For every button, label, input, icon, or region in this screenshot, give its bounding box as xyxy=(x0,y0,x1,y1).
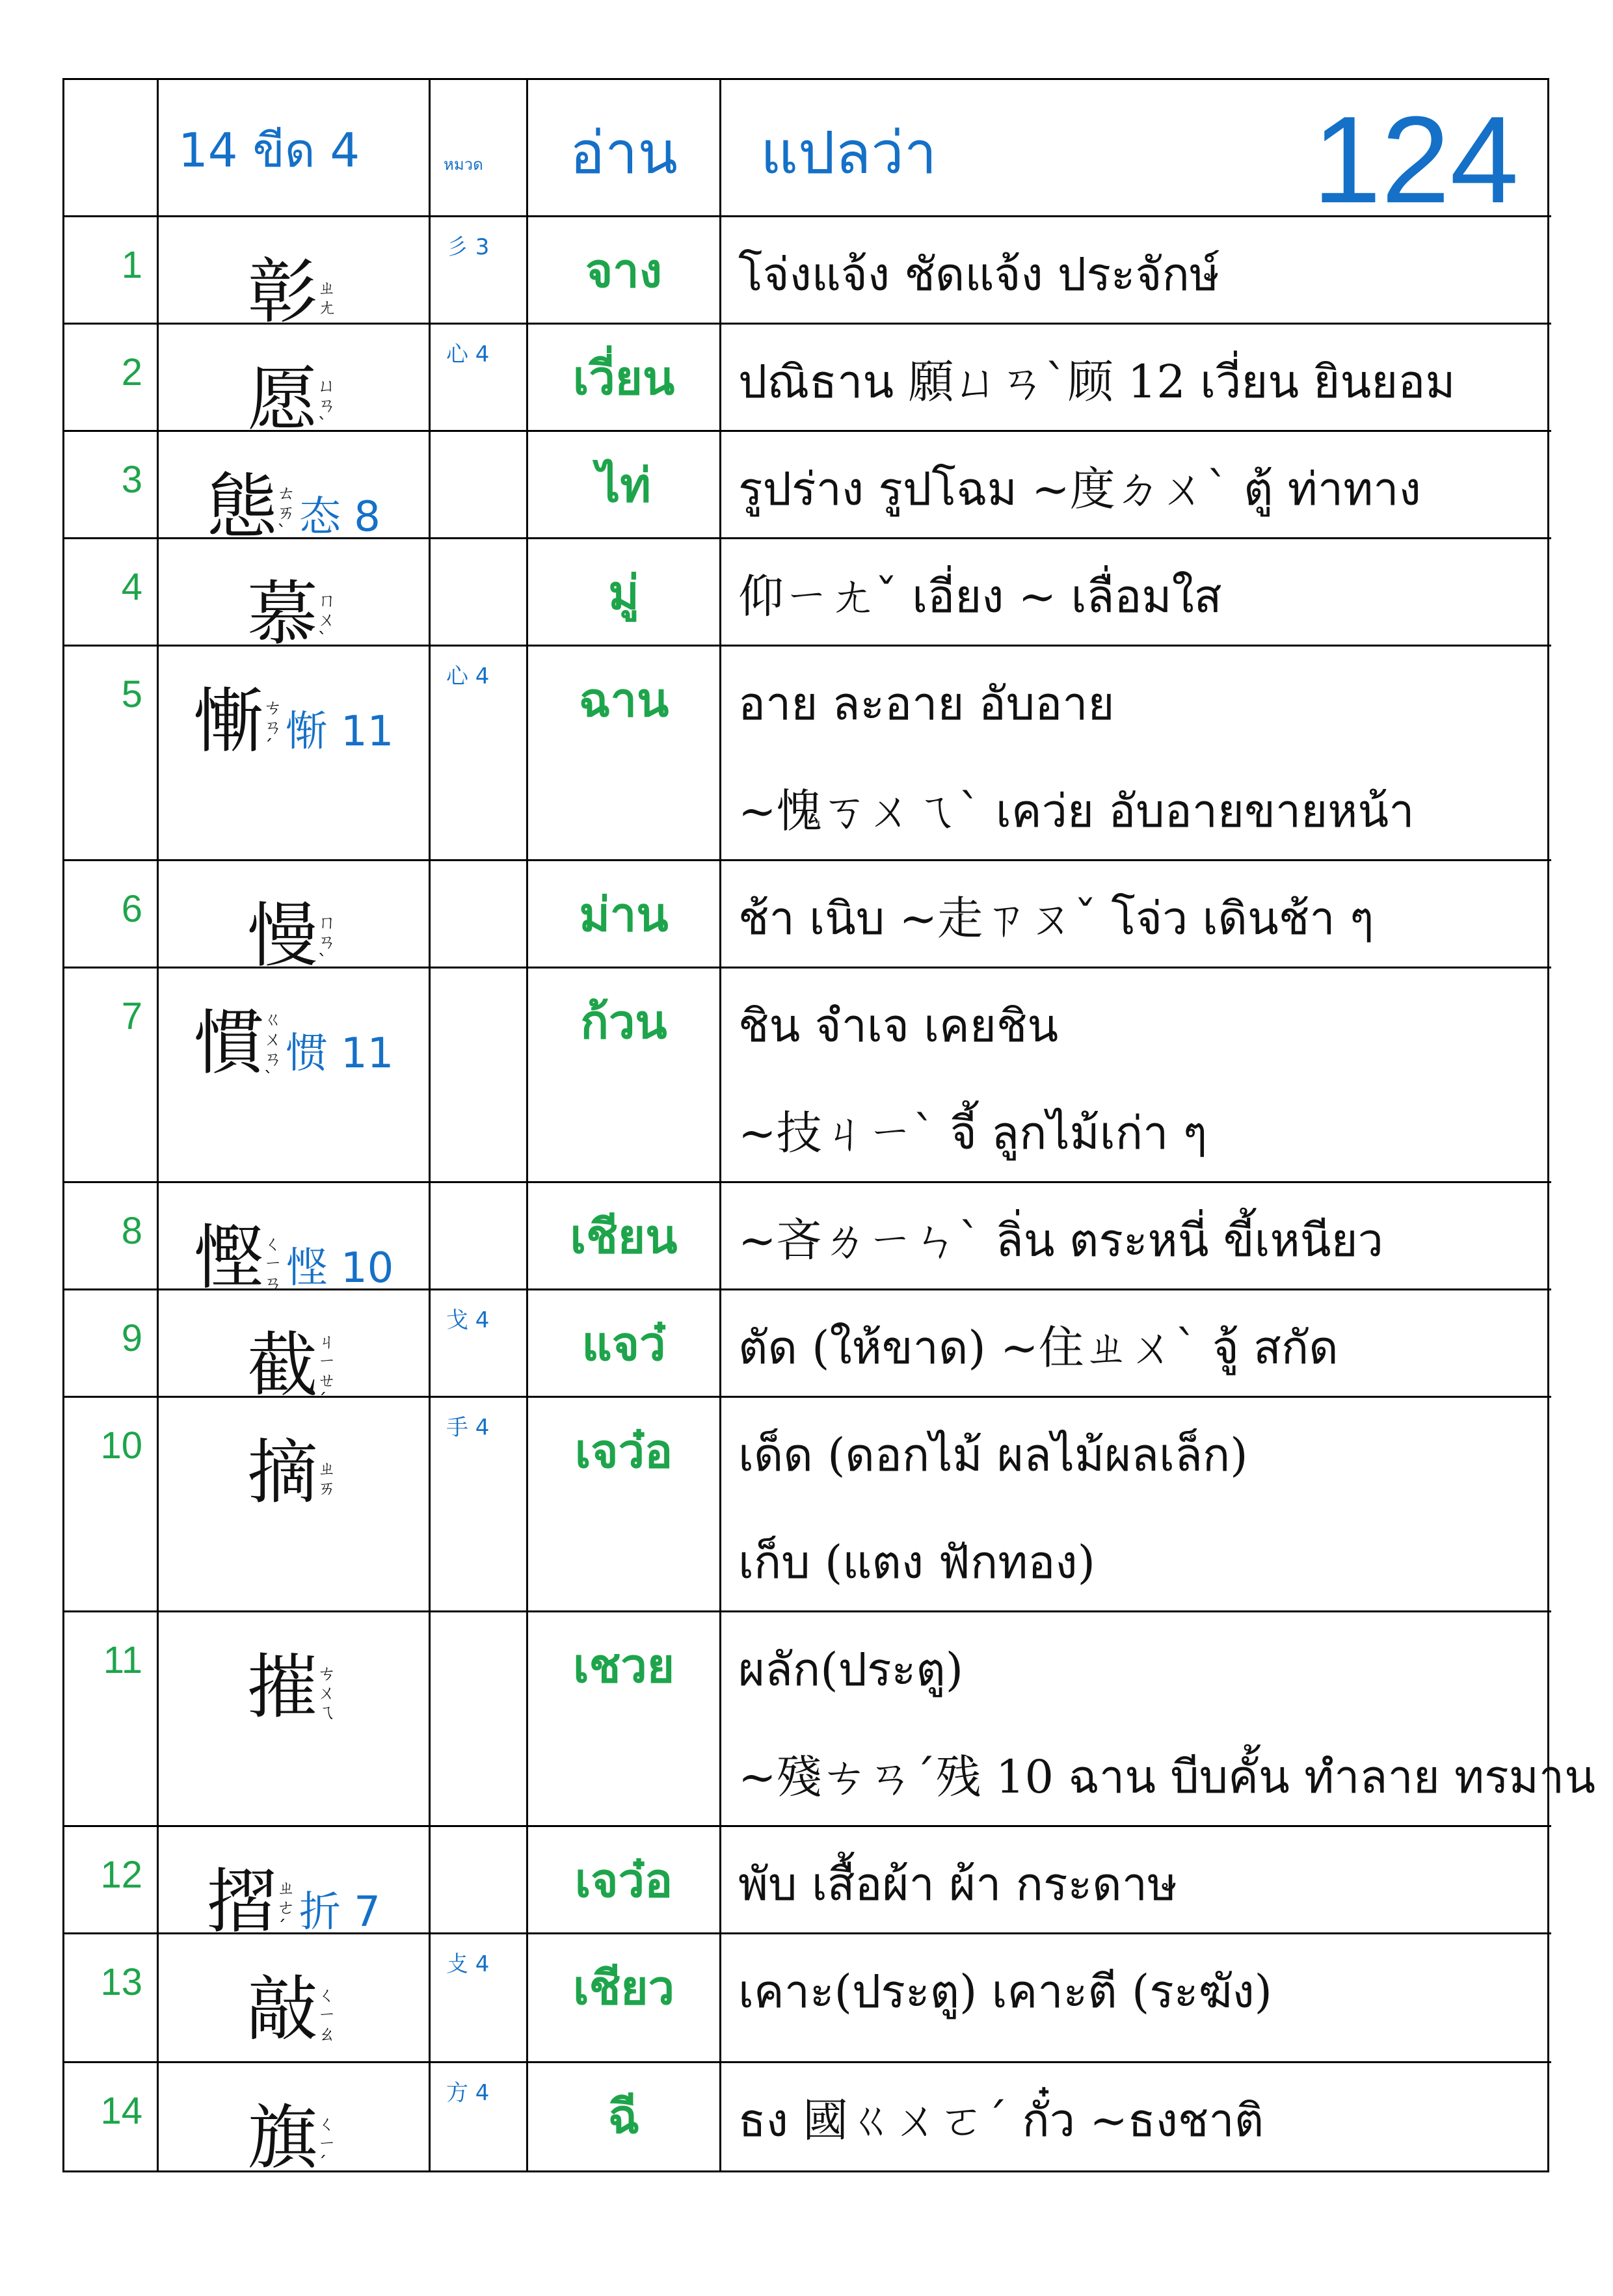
radical: 彡 3 xyxy=(446,234,490,260)
reading-cell xyxy=(528,968,721,1183)
hanzi: 摘 xyxy=(247,1432,318,1514)
meaning-line-1: ปณิธาน 願ㄩㄢˋ顾 12 เวี่ยน ยินยอม xyxy=(738,355,1456,408)
zhuyin: ㄩㄢˋ xyxy=(317,374,336,435)
row-number xyxy=(64,1290,159,1398)
hanzi-cell xyxy=(159,325,431,440)
meaning-line-1: ~吝ㄌㄧㄣˋ ลิ่น ตระหนี่ ขี้เหนียว xyxy=(738,1214,1383,1267)
row-number-text: 14 xyxy=(100,2090,142,2132)
zhuyin: ㄐㄧㄝˊ xyxy=(317,1330,336,1411)
reading: เชวย xyxy=(572,1638,675,1693)
meaning-cell xyxy=(721,217,1551,325)
row-number-text: 7 xyxy=(121,995,142,1037)
meaning-line-1: 仰ㄧㄤˇ เอี่ยง ~ เลื่อมใส xyxy=(738,570,1222,623)
meaning-cell xyxy=(721,861,1551,968)
row-number xyxy=(64,968,159,1183)
reading-cell xyxy=(528,2063,721,2170)
meaning-line-2: เก็บ (แตง ฟักทอง) xyxy=(738,1536,1095,1589)
hanzi-cell xyxy=(159,539,431,655)
radical: 攴 4 xyxy=(446,1951,490,1977)
hanzi: 摧 xyxy=(247,1647,318,1728)
hanzi: 慳 xyxy=(193,1218,264,1299)
zhuyin: ㄓㄤ xyxy=(317,276,336,318)
zhuyin: ㄑㄧㄢ xyxy=(263,1233,282,1294)
radical: 手 4 xyxy=(446,1415,490,1441)
reading: เวี่ยน xyxy=(572,351,675,405)
meaning-line-1: เคาะ(ประตู) เคาะตี (ระฆัง) xyxy=(738,1965,1272,2018)
meaning-line-1: ตัด (ให้ขาด) ~住ㄓㄨˋ จู้ สกัด xyxy=(738,1321,1339,1374)
simplified-form: 惭 11 xyxy=(286,708,394,756)
row-number xyxy=(64,861,159,968)
hanzi: 慣 xyxy=(193,1003,264,1084)
meaning-cell xyxy=(721,539,1551,647)
zhuyin: ㄘㄨㄟ xyxy=(317,1662,336,1723)
radical-cell xyxy=(431,432,528,539)
reading: ม่าน xyxy=(579,887,669,942)
radical-cell xyxy=(431,1290,528,1398)
zhuyin: ㄊㄞˋ xyxy=(276,481,295,542)
simplified-form: 折 7 xyxy=(299,1888,381,1936)
hanzi: 慚 xyxy=(193,681,264,762)
hanzi-cell xyxy=(159,217,431,333)
meaning-cell xyxy=(721,1612,1596,1827)
radical-cell xyxy=(431,325,528,432)
header-num-cell xyxy=(64,80,159,217)
radical-cell xyxy=(431,861,528,968)
row-number-text: 1 xyxy=(121,244,142,286)
meaning-line-2: ~愧ㄎㄨㄟˋ เคว่ย อับอายขายหน้า xyxy=(738,784,1415,838)
meaning-line-2 xyxy=(738,2189,1551,2296)
reading-cell xyxy=(528,325,721,432)
meaning-line-1: ชิน จำเจ เคยชิน xyxy=(738,999,1059,1052)
zhuyin: ㄇㄨˋ xyxy=(317,589,336,650)
meaning-line-1: รูปร่าง รูปโฉม ~度ㄉㄨˋ ตู้ ท่าทาง xyxy=(738,462,1421,516)
reading: เชียว xyxy=(572,1960,675,2015)
reading-cell xyxy=(528,539,721,647)
meaning-line-1: ช้า เนิบ ~走ㄗㄡˇ โจ่ว เดินช้า ๆ xyxy=(738,892,1374,945)
meaning-line-1: ผลัก(ประตู) xyxy=(738,1643,964,1696)
lesson-label: 14 ขีด 4 xyxy=(178,123,360,178)
simplified-form: 悭 10 xyxy=(286,1244,394,1292)
row-number xyxy=(64,539,159,647)
row-number xyxy=(64,1934,159,2063)
row-number-text: 11 xyxy=(103,1639,142,1681)
radical-cell xyxy=(431,2063,528,2170)
hanzi-cell xyxy=(159,1612,431,1827)
radical-cell xyxy=(431,647,528,861)
header-radical-cell xyxy=(431,80,528,217)
radical-cell xyxy=(431,217,528,325)
hanzi: 截 xyxy=(247,1325,318,1406)
radical-cell xyxy=(431,1934,528,2063)
row-number xyxy=(64,1398,159,1612)
reading: มู่ xyxy=(608,565,639,620)
meaning-cell xyxy=(721,1398,1551,1612)
hanzi-cell xyxy=(159,1398,431,1612)
reading: จาง xyxy=(585,243,662,298)
zhuyin: ㄓㄜˊ xyxy=(276,1876,295,1938)
radical-cell xyxy=(431,539,528,647)
meaning-cell xyxy=(721,2063,1551,2170)
hanzi: 旗 xyxy=(247,2098,318,2179)
vocab-table xyxy=(62,78,1596,2179)
radical: 心 4 xyxy=(446,663,490,689)
meaning-cell xyxy=(721,432,1551,539)
meaning-cell xyxy=(721,1827,1551,1934)
meaning-cell xyxy=(721,1290,1551,1398)
reading-column-label: อ่าน xyxy=(569,119,678,187)
reading: ฉาน xyxy=(578,673,669,727)
meaning-line-2: ~技ㄐㄧˋ จี้ ลูกไม้เก่า ๆ xyxy=(738,1106,1208,1160)
radical: 方 4 xyxy=(446,2080,490,2106)
meaning-line-1: ธง 國ㄍㄨㄛˊ กั๋ว ~ธงชาติ xyxy=(738,2094,1264,2147)
row-number xyxy=(64,325,159,432)
reading-cell xyxy=(528,647,721,861)
reading-cell xyxy=(528,1398,721,1612)
row-number xyxy=(64,647,159,861)
reading-cell xyxy=(528,432,721,539)
row-number-text: 10 xyxy=(100,1424,142,1467)
hanzi: 慢 xyxy=(247,896,318,977)
row-number-text: 4 xyxy=(121,566,142,608)
zhuyin: ㄇㄢˋ xyxy=(317,911,336,972)
hanzi: 愿 xyxy=(247,359,318,440)
radical-cell xyxy=(431,968,528,1183)
row-number-text: 3 xyxy=(121,459,142,501)
zhuyin: ㄍㄨㄢˋ xyxy=(263,1008,282,1089)
reading-cell xyxy=(528,217,721,325)
hanzi-cell xyxy=(159,2063,431,2179)
row-number-text: 9 xyxy=(121,1317,142,1359)
meaning-line-1: พับ เสื้อผ้า ผ้า กระดาษ xyxy=(738,1858,1178,1911)
row-number-text: 5 xyxy=(121,673,142,715)
row-number-text: 12 xyxy=(100,1854,142,1896)
reading: เชียน xyxy=(570,1209,678,1264)
simplified-form: 态 8 xyxy=(299,493,381,541)
hanzi: 慕 xyxy=(247,574,318,655)
row-number-text: 2 xyxy=(121,351,142,394)
reading-cell xyxy=(528,1934,721,2063)
radical-cell xyxy=(431,1612,528,1827)
hanzi-cell xyxy=(159,1183,431,1299)
meaning-line-1: โจ่งแจ้ง ชัดแจ้ง ประจักษ์ xyxy=(738,248,1220,301)
hanzi-cell xyxy=(159,647,431,861)
hanzi-cell xyxy=(159,1934,431,2063)
hanzi: 敲 xyxy=(247,1969,318,2050)
reading: ไท่ xyxy=(596,458,651,513)
meaning-line-2: ~殘ㄘㄢˊ残 10 ฉาน บีบคั้น ทำลาย ทรมาน xyxy=(738,1750,1596,1804)
zhuyin: ㄘㄢˊ xyxy=(263,696,282,757)
meaning-cell xyxy=(721,1934,1551,2063)
reading-cell xyxy=(528,861,721,968)
reading-cell xyxy=(528,1827,721,1934)
meaning-cell xyxy=(721,968,1551,1183)
hanzi: 摺 xyxy=(206,1862,277,1943)
radical-cell xyxy=(431,1827,528,1934)
meaning-cell xyxy=(721,1183,1551,1290)
radical-cell xyxy=(431,1183,528,1290)
header-reading-cell xyxy=(528,80,721,217)
hanzi-cell xyxy=(159,861,431,977)
meaning-line-1: เด็ด (ดอกไม้ ผลไม้ผลเล็ก) xyxy=(738,1428,1248,1482)
meaning-cell xyxy=(721,325,1551,432)
row-number-text: 6 xyxy=(121,888,142,930)
radical-cell xyxy=(431,1398,528,1612)
meaning-column-label: แปลว่า xyxy=(760,119,937,187)
zhuyin: ㄑㄧㄠ xyxy=(317,1984,336,2045)
hanzi-cell xyxy=(159,1290,431,1411)
zhuyin: ㄓㄞ xyxy=(317,1457,336,1499)
hanzi-cell xyxy=(159,432,431,548)
hanzi-cell xyxy=(159,968,431,1183)
zhuyin: ㄑㄧˊ xyxy=(317,2113,336,2174)
row-number-text: 8 xyxy=(121,1210,142,1252)
row-number xyxy=(64,1612,159,1827)
radical: 心 4 xyxy=(446,341,490,367)
radical: 戈 4 xyxy=(446,1307,490,1333)
row-number xyxy=(64,217,159,325)
row-number xyxy=(64,1827,159,1934)
reading: เจว๋อ xyxy=(574,1853,673,1908)
page-number: 124 xyxy=(1312,91,1519,229)
reading: ก้วน xyxy=(580,994,667,1049)
header-lesson-cell xyxy=(159,80,431,217)
meaning-line-1: อาย ละอาย อับอาย xyxy=(738,677,1115,730)
row-number xyxy=(64,2063,159,2170)
meaning-cell xyxy=(721,647,1551,861)
row-number-text: 13 xyxy=(100,1961,142,2003)
reading: แจว๋ xyxy=(581,1316,666,1371)
hanzi: 彰 xyxy=(247,252,318,333)
reading-cell xyxy=(528,1612,721,1827)
hanzi-cell xyxy=(159,1827,431,1943)
reading: ฉี xyxy=(607,2089,640,2144)
reading-cell xyxy=(528,1290,721,1398)
hanzi: 態 xyxy=(206,466,277,548)
reading-cell xyxy=(528,1183,721,1290)
row-number xyxy=(64,1183,159,1290)
reading: เจว๋อ xyxy=(574,1424,673,1478)
simplified-form: 惯 11 xyxy=(286,1030,394,1078)
header-meaning-cell xyxy=(721,80,1551,229)
radical-column-label: หมวด xyxy=(444,155,483,174)
row-number xyxy=(64,432,159,539)
